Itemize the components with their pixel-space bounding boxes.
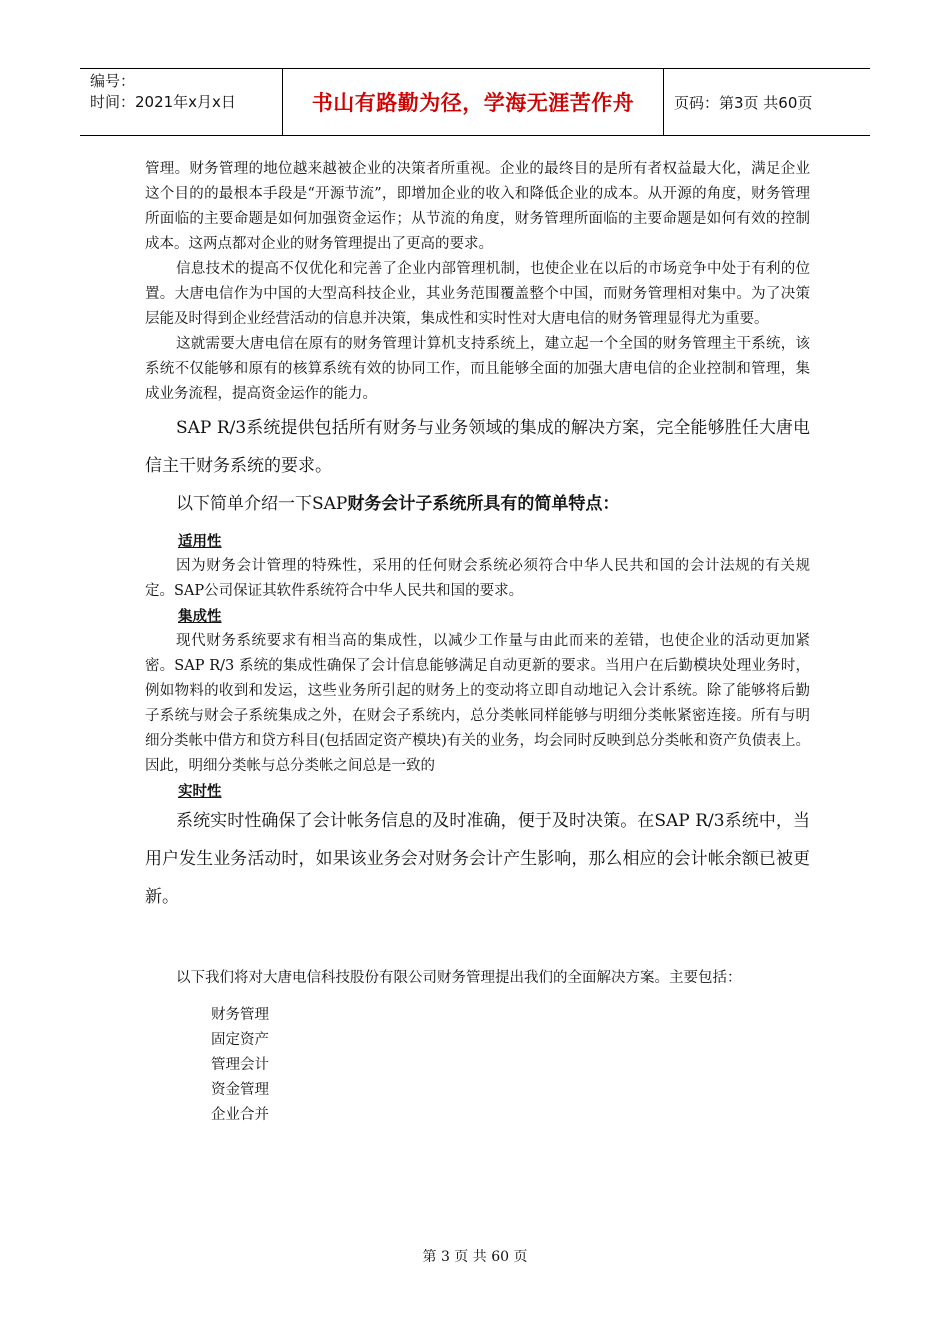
time-label: 时间：2021年x月x日: [90, 93, 236, 111]
heading-applicability: 适用性: [178, 533, 222, 550]
list-item: 固定资产: [211, 1032, 269, 1048]
intro-plain-text: 以下简单介绍一下SAP: [176, 494, 348, 514]
list-item: 管理会计: [211, 1057, 269, 1073]
paragraph-integration: 现代财务系统要求有相当高的集成性，以减少工作量与由此而来的差错，也使企业的活动更加紧密。SAP R/3 系统的集成性确保了会计信息能够满足自动更新的要求。当用户在后勤模块处理业务时，例如物料的收到和发运，这些业务所引起的财务上的变动将立即自动地记入会计系统。除了能够将后勤子系统与财会子系统集成之外，在财会子系统内，总分类帐同样能够与明细分类帐紧密连接。所有与明细分类帐中借方和贷方科目(包括固定资产模块)有关的业务，均会同时反映到总分类帐和资产负债表上。因此，明细分类帐与总分类帐之间总是一致的: [145, 633, 810, 774]
paragraph-backbone-system: 这就需要大唐电信在原有的财务管理计算机支持系统上，建立起一个全国的财务管理主干系统，该系统不仅能够和原有的核算系统有效的协同工作，而且能够全面的加强大唐电信的企业控制和管理，集成业务流程，提高资金运作的能力。: [145, 336, 810, 402]
header-meta: [80, 69, 282, 135]
page-footer: 第 3 页 共 60 页: [422, 1249, 528, 1265]
paragraph-applicability: 因为财务会计管理的特殊性，采用的任何财会系统必须符合中华人民共和国的会计法规的有关规定。SAP公司保证其软件系统符合中华人民共和国的要求。: [145, 558, 810, 599]
header-motto: 书山有路勤为径，学海无涯苦作舟: [282, 69, 664, 135]
paragraph-solution-intro: 以下我们将对大唐电信科技股份有限公司财务管理提出我们的全面解决方案。主要包括：: [176, 970, 742, 986]
page-header: [80, 68, 870, 136]
header-page-label: 页码：第3页 共60页: [674, 93, 813, 112]
solution-list: [145, 1003, 810, 1128]
intro-bold-text: 财务会计子系统所具有的简单特点：: [347, 494, 620, 514]
heading-realtime: 实时性: [178, 783, 222, 800]
list-item: 企业合并: [211, 1107, 269, 1123]
list-item: 财务管理: [211, 1007, 269, 1023]
paragraph-realtime: 系统实时性确保了会计帐务信息的及时准确，便于及时决策。在SAP R/3系统中，当用户发生业务活动时，如果该业务会对财务会计产生影响，那么相应的会计帐余额已被更新。: [145, 811, 810, 907]
document-body: [145, 157, 810, 1128]
paragraph-sap-solution: SAP R/3系统提供包括所有财务与业务领域的集成的解决方案，完全能够胜任大唐电信主干财务系统的要求。: [145, 418, 810, 476]
paragraph-finance-management: 管理。财务管理的地位越来越被企业的决策者所重视。企业的最终目的是所有者权益最大化，满足企业这个目的的最根本手段是“开源节流”，即增加企业的收入和降低企业的成本。从开源的角度，财务管理所面临的主要命题是如何加强资金运作；从节流的角度，财务管理所面临的主要命题是如何有效的控制成本。这两点都对企业的财务管理提出了更高的要求。: [145, 161, 810, 252]
list-item: 资金管理: [211, 1082, 269, 1098]
paragraph-features-intro: [145, 491, 810, 517]
paragraph-information-tech: 信息技术的提高不仅优化和完善了企业内部管理机制，也使企业在以后的市场竞争中处于有利的位置。大唐电信作为中国的大型高科技企业，其业务范围覆盖整个中国，而财务管理相对集中。为了决策层能及时得到企业经营活动的信息并决策，集成性和实时性对大唐电信的财务管理显得尤为重要。: [145, 261, 810, 327]
heading-integration: 集成性: [178, 608, 222, 625]
number-label: 编号：: [90, 72, 136, 90]
